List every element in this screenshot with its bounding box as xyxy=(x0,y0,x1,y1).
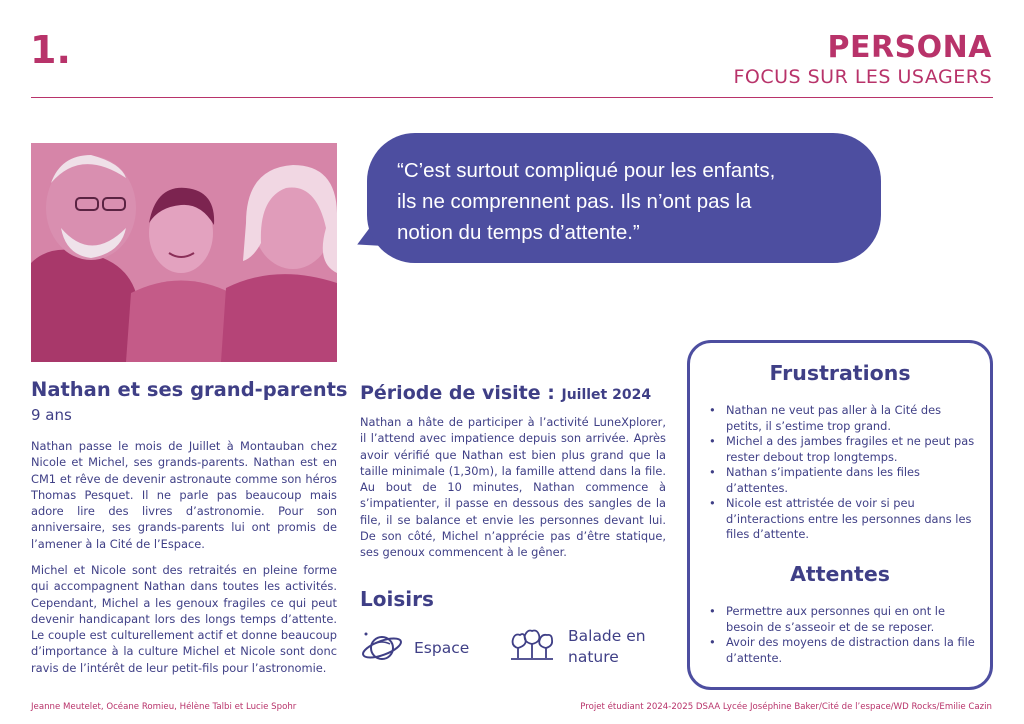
frustrations-list xyxy=(709,403,979,543)
frustrations-heading: Frustrations xyxy=(769,361,911,385)
visit-date: Juillet 2024 xyxy=(561,387,652,403)
header-divider xyxy=(31,97,993,98)
footer-project: Projet étudiant 2024-2025 DSAA Lycée Joséphine Baker/Cité de l’espace/WD Rocks/Emilie Cazin xyxy=(580,702,992,712)
persona-name: Nathan et ses grand-parents xyxy=(31,378,348,401)
list-item: • Nathan s’impatiente dans les files d’attentes. xyxy=(709,465,979,496)
persona-paragraph-2: Michel et Nicole sont des retraités en pleine forme qui accompagnent Nathan dans toutes les activités. Cependant, Michel a les genoux fragiles ce qui peut devenir handicapant lors des longs temps d’attente. Le couple est culturellement actif et donne beaucoup d’importance à la culture Michel et Nicole sont donc ravis de l’intérêt de leur petit-fils pour l’astronomie. xyxy=(31,563,337,675)
list-item: • Avoir des moyens de distraction dans la file d’attente. xyxy=(709,635,979,666)
persona-photo xyxy=(31,143,337,362)
loisir-balade-line1: Balade en xyxy=(568,627,646,645)
loisirs-heading: Loisirs xyxy=(360,587,434,611)
loisir-espace: Espace xyxy=(414,639,470,657)
planet-icon xyxy=(360,628,404,668)
list-item: • Michel a des jambes fragiles et ne peut pas rester debout trop longtemps. xyxy=(709,434,979,465)
quote-text xyxy=(397,155,867,248)
attentes-heading: Attentes xyxy=(790,562,890,586)
loisir-balade-line2: nature xyxy=(568,648,619,666)
quote-line: “C’est surtout compliqué pour les enfants, xyxy=(397,159,776,182)
persona-paragraph-1: Nathan passe le mois de Juillet à Montauban chez Nicole et Michel, ses grands-parents. Nathan est en CM1 et rêve de devenir astronaute comme son héros Thomas Pesquet. Il ne parle pas beaucoup mais adore lire des livres d’astronomie. Pour son anniversaire, ses grands-parents lui ont promis de l’amener à la Cité de l’Espace. xyxy=(31,439,337,551)
list-item: • Permettre aux personnes qui en ont le besoin de s’asseoir et de se reposer. xyxy=(709,604,979,635)
attentes-list xyxy=(709,604,979,666)
page-number: 1. xyxy=(30,28,71,72)
quote-line: ils ne comprennent pas. Ils n’ont pas la xyxy=(397,190,752,213)
persona-age: 9 ans xyxy=(31,406,72,424)
list-item: • Nicole est attristée de voir si peu d’interactions entre les personnes dans les files d’attente. xyxy=(709,496,979,543)
list-item: • Nathan ne veut pas aller à la Cité des petits, il s’estime trop grand. xyxy=(709,403,979,434)
footer-authors: Jeanne Meutelet, Océane Romieu, Hélène Talbi et Lucie Spohr xyxy=(31,702,297,712)
trees-icon xyxy=(510,628,554,666)
quote-line: notion du temps d’attente.” xyxy=(397,221,640,244)
visit-text: Nathan a hâte de participer à l’activité LuneXplorer, il l’attend avec impatience depuis son arrivée. Après avoir vérifié que Nathan est bien plus grand que la taille minimale (1,30m), la famille attend dans la file. Au bout de 10 minutes, Nathan commence à s’impatienter, il passe en dessous des sangles de la file, il se balance et envie les personnes devant lui. De son côté, Michel n’apprécie pas d’être statique, ses genoux commencent à le gêner. xyxy=(360,415,666,560)
page-title: PERSONA xyxy=(827,30,992,65)
visit-heading xyxy=(360,382,651,404)
visit-heading-label: Période de visite : xyxy=(360,382,555,404)
loisir-balade xyxy=(568,626,646,668)
page-subtitle: FOCUS SUR LES USAGERS xyxy=(733,66,992,88)
